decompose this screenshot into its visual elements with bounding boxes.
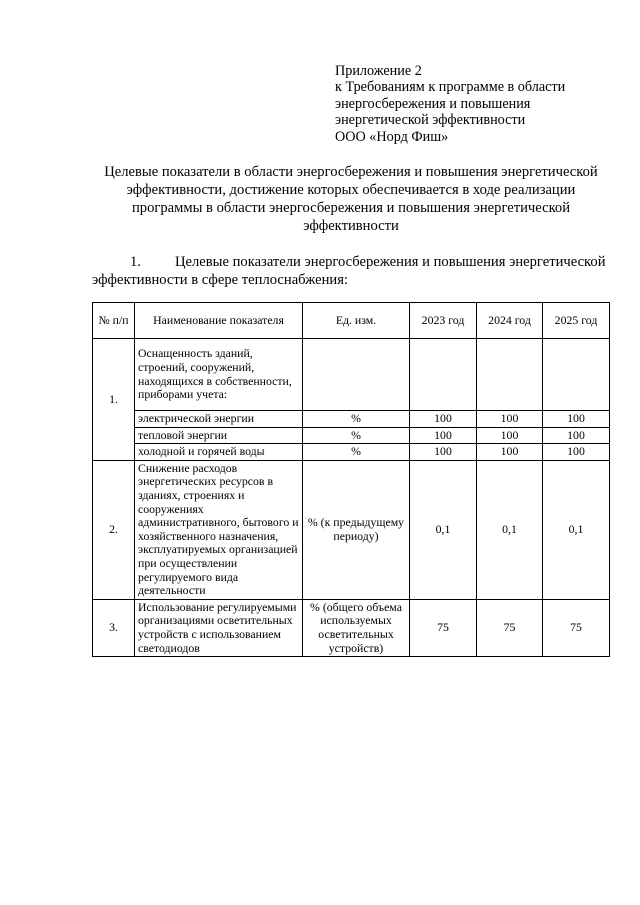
row-number: 3. xyxy=(93,599,135,656)
header-unit: Ед. изм. xyxy=(303,303,410,339)
table-row xyxy=(93,427,610,444)
header-name: Наименование показателя xyxy=(135,303,303,339)
table-header-row xyxy=(93,303,610,339)
annex-line: ООО «Норд Фиш» xyxy=(335,128,449,145)
sub-indicator-name: холодной и горячей воды xyxy=(135,444,303,461)
value-2024: 100 xyxy=(477,411,543,428)
title-line: эффективности xyxy=(303,218,399,234)
title-line: эффективности, достижение которых обеспечивается в ходе реализации xyxy=(126,182,576,198)
value-2025: 100 xyxy=(543,411,610,428)
title-line: Целевые показатели в области энергосбережения и повышения энергетической xyxy=(104,164,598,180)
value-2025: 100 xyxy=(543,427,610,444)
annex-line: Приложение 2 xyxy=(335,63,422,79)
header-2024: 2024 год xyxy=(477,303,543,339)
unit-cell: % xyxy=(303,444,410,461)
table-row xyxy=(93,444,610,461)
value-2023: 0,1 xyxy=(410,460,477,599)
value-2025: 0,1 xyxy=(543,460,610,599)
annex-line: к Требованиям к программе в области xyxy=(335,79,566,96)
unit-cell: % xyxy=(303,411,410,428)
annex-line: энергетической эффективности xyxy=(335,112,526,129)
unit-cell: % (к предыдущему периоду) xyxy=(303,460,410,599)
annex-line: энергосбережения и повышения xyxy=(335,95,531,112)
indicator-name: Снижение расходов энергетических ресурсов в зданиях, строениях и сооружениях административного, бытового и хозяйственного назначения, эксплуатируемых организацией при осуществлении регулируемого вида деятельности xyxy=(135,460,303,599)
table-row xyxy=(93,599,610,656)
value-2023: 100 xyxy=(410,444,477,461)
section-heading xyxy=(92,253,622,289)
sub-indicator-name: электрической энергии xyxy=(135,411,303,428)
table-row xyxy=(93,460,610,599)
header-2023: 2023 год xyxy=(410,303,477,339)
title-line: программы в области энергосбережения и повышения энергетической xyxy=(131,200,571,216)
value-2024: 0,1 xyxy=(477,460,543,599)
section-text-line2: эффективности в сфере теплоснабжения: xyxy=(92,272,348,288)
document-title xyxy=(78,163,624,235)
row-number: 1. xyxy=(93,339,135,461)
table-row xyxy=(93,339,610,411)
value-2023: 100 xyxy=(410,411,477,428)
value-2023: 75 xyxy=(410,599,477,656)
indicators-table xyxy=(92,302,610,657)
header-2025: 2025 год xyxy=(543,303,610,339)
value-2025: 75 xyxy=(543,599,610,656)
value-2025: 100 xyxy=(543,444,610,461)
row-number: 2. xyxy=(93,460,135,599)
value-2024: 100 xyxy=(477,427,543,444)
value-2024: 100 xyxy=(477,444,543,461)
table-row xyxy=(93,411,610,428)
unit-cell: % xyxy=(303,427,410,444)
indicator-name: Оснащенность зданий, строений, сооружений, находящихся в собственности, приборами учета: xyxy=(135,339,303,411)
indicator-name: Использование регулируемыми организациями осветительных устройств с использованием светодиодов xyxy=(135,599,303,656)
header-num: № п/п xyxy=(93,303,135,339)
unit-cell: % (общего объема используемых осветительных устройств) xyxy=(303,599,410,656)
section-text-line1: Целевые показатели энергосбережения и повышения энергетической xyxy=(175,254,606,270)
value-2024: 75 xyxy=(477,599,543,656)
annex-header xyxy=(335,63,625,145)
section-number: 1. xyxy=(130,254,141,270)
sub-indicator-name: тепловой энергии xyxy=(135,427,303,444)
value-2023: 100 xyxy=(410,427,477,444)
